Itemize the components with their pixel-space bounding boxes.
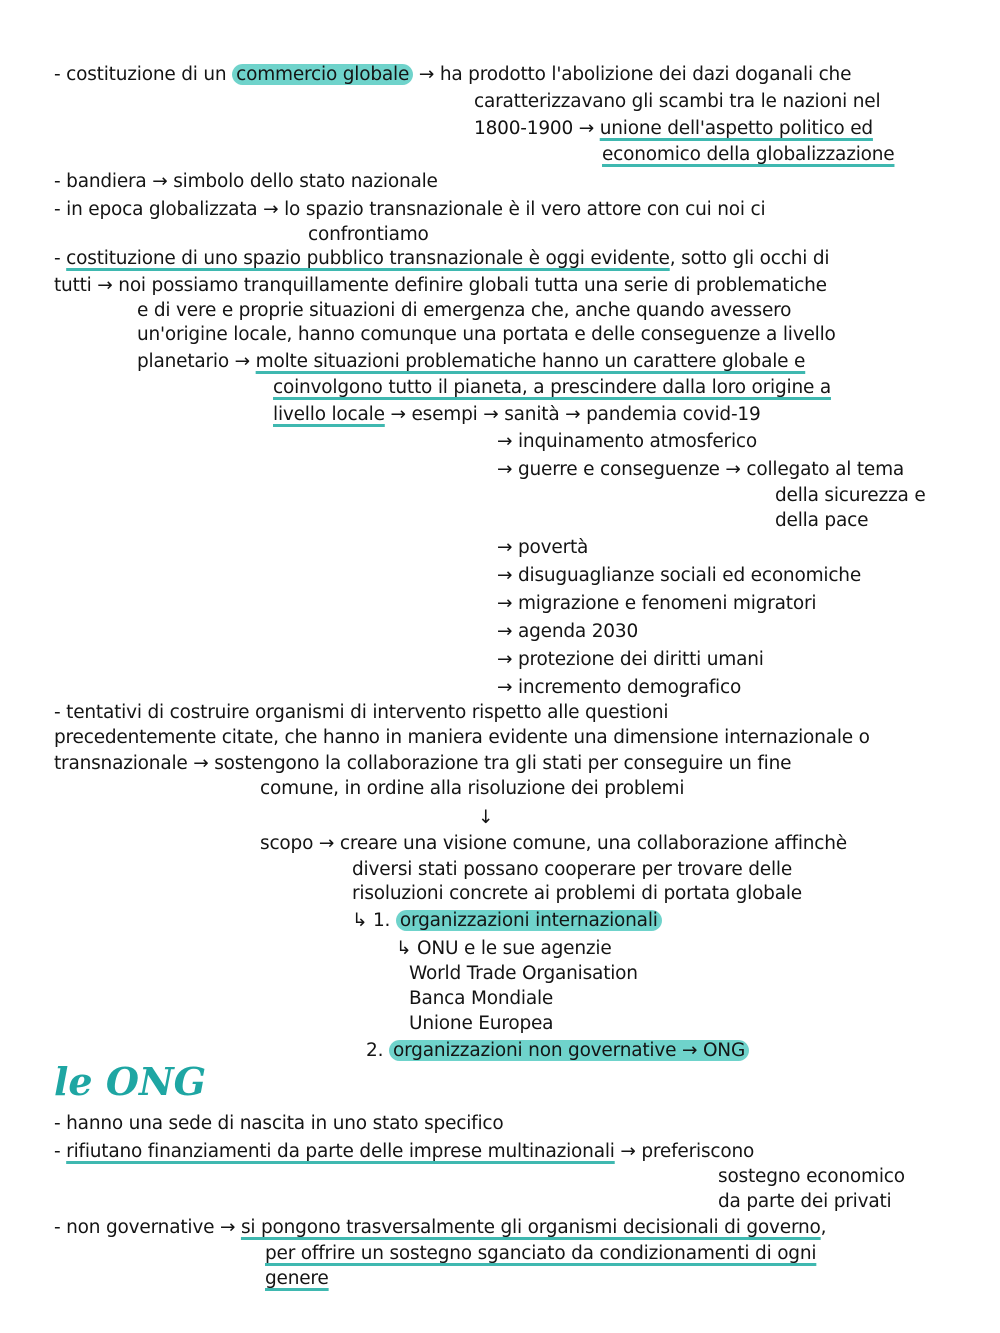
note-line: - bandiera → simbolo dello stato nazionale bbox=[54, 171, 438, 192]
example-item: → guerre e conseguenze → collegato al tema bbox=[497, 459, 905, 480]
note-line bbox=[602, 142, 894, 168]
underlined-text: genere bbox=[265, 1268, 329, 1289]
note-line bbox=[352, 908, 662, 934]
note-line: risoluzioni concrete ai problemi di portata globale bbox=[352, 883, 802, 904]
highlighted-term: organizzazioni non governative → ONG bbox=[389, 1040, 749, 1061]
note-line: un'origine locale, hanno comunque una portata e delle conseguenze a livello bbox=[137, 324, 836, 345]
example-item: → povertà bbox=[497, 537, 589, 558]
example-item: → incremento demografico bbox=[497, 677, 742, 698]
note-text: → ha prodotto l'abolizione dei dazi doganali che bbox=[418, 64, 852, 85]
note-text: planetario → bbox=[137, 351, 250, 372]
note-line bbox=[366, 1038, 749, 1064]
org-item: Unione Europea bbox=[409, 1013, 554, 1034]
note-text: - bbox=[54, 1141, 61, 1162]
note-line bbox=[273, 402, 761, 428]
note-line: della sicurezza e bbox=[775, 485, 926, 506]
note-line: caratterizzavano gli scambi tra le nazioni nel bbox=[474, 91, 881, 112]
note-text: 2. bbox=[366, 1040, 384, 1061]
note-line bbox=[54, 62, 851, 88]
note-line bbox=[265, 1266, 329, 1292]
example-item: → protezione dei diritti umani bbox=[497, 649, 764, 670]
note-text: - bbox=[54, 248, 61, 269]
underlined-text: si pongono trasversalmente gli organismi decisionali di governo bbox=[240, 1217, 821, 1238]
underlined-text: livello locale bbox=[273, 404, 385, 425]
note-line: sostegno economico bbox=[718, 1166, 905, 1187]
note-text: → preferiscono bbox=[620, 1141, 755, 1162]
note-text: 1800-1900 → bbox=[474, 118, 595, 139]
note-text: , sotto gli occhi di bbox=[669, 248, 830, 269]
org-item: World Trade Organisation bbox=[409, 963, 638, 984]
note-line bbox=[273, 375, 831, 401]
note-text: , bbox=[820, 1217, 827, 1238]
section-title: le ONG bbox=[54, 1059, 207, 1104]
note-line: - tentativi di costruire organismi di intervento rispetto alle questioni bbox=[54, 702, 669, 723]
underlined-text: molte situazioni problematiche hanno un carattere globale e bbox=[255, 351, 806, 372]
highlighted-term: organizzazioni internazionali bbox=[396, 910, 662, 931]
underlined-text: rifiutano finanziamenti da parte delle imprese multinazionali bbox=[66, 1141, 615, 1162]
highlighted-term: commercio globale bbox=[232, 64, 413, 85]
underlined-text: per offrire un sostegno sganciato da condizionamenti di ogni bbox=[265, 1243, 817, 1264]
note-line: e di vere e proprie situazioni di emergenza che, anche quando avessero bbox=[137, 300, 792, 321]
note-line: - in epoca globalizzata → lo spazio transnazionale è il vero attore con cui noi ci bbox=[54, 199, 766, 220]
note-line: transnazionale → sostengono la collaborazione tra gli stati per conseguire un fine bbox=[54, 753, 792, 774]
note-line: comune, in ordine alla risoluzione dei problemi bbox=[260, 778, 685, 799]
note-line bbox=[474, 116, 873, 142]
note-line bbox=[265, 1241, 816, 1267]
note-line bbox=[54, 1215, 826, 1241]
note-line bbox=[54, 1139, 754, 1165]
example-item: → migrazione e fenomeni migratori bbox=[497, 593, 817, 614]
note-text: ↳ 1. bbox=[352, 910, 391, 931]
note-line: confrontiamo bbox=[308, 224, 429, 245]
example-item: → agenda 2030 bbox=[497, 621, 639, 642]
note-line: da parte dei privati bbox=[718, 1191, 892, 1212]
note-line: precedentemente citate, che hanno in maniera evidente una dimensione internazionale o bbox=[54, 727, 870, 748]
note-line: della pace bbox=[775, 510, 869, 531]
underlined-text: coinvolgono tutto il pianeta, a prescindere dalla loro origine a bbox=[273, 377, 831, 398]
example-item: → inquinamento atmosferico bbox=[497, 431, 757, 452]
underlined-text: unione dell'aspetto politico ed bbox=[599, 118, 873, 139]
note-line: scopo → creare una visione comune, una collaborazione affinchè bbox=[260, 833, 847, 854]
note-text: - non governative → bbox=[54, 1217, 236, 1238]
underlined-text: costituzione di uno spazio pubblico transnazionale è oggi evidente bbox=[66, 248, 670, 269]
note-line: - hanno una sede di nascita in uno stato specifico bbox=[54, 1113, 504, 1134]
example-item: → disuguaglianze sociali ed economiche bbox=[497, 565, 862, 586]
note-text: - costituzione di un bbox=[54, 64, 227, 85]
down-arrow: ↓ bbox=[478, 807, 494, 828]
org-item: Banca Mondiale bbox=[409, 988, 554, 1009]
note-text: → esempi → sanità → pandemia covid-19 bbox=[390, 404, 761, 425]
note-line: diversi stati possano cooperare per trovare delle bbox=[352, 859, 793, 880]
note-line bbox=[137, 349, 805, 375]
note-line: tutti → noi possiamo tranquillamente definire globali tutta una serie di problematiche bbox=[54, 275, 827, 296]
note-line bbox=[54, 246, 829, 272]
underlined-text: economico della globalizzazione bbox=[602, 144, 895, 165]
org-item: ↳ ONU e le sue agenzie bbox=[396, 938, 612, 959]
